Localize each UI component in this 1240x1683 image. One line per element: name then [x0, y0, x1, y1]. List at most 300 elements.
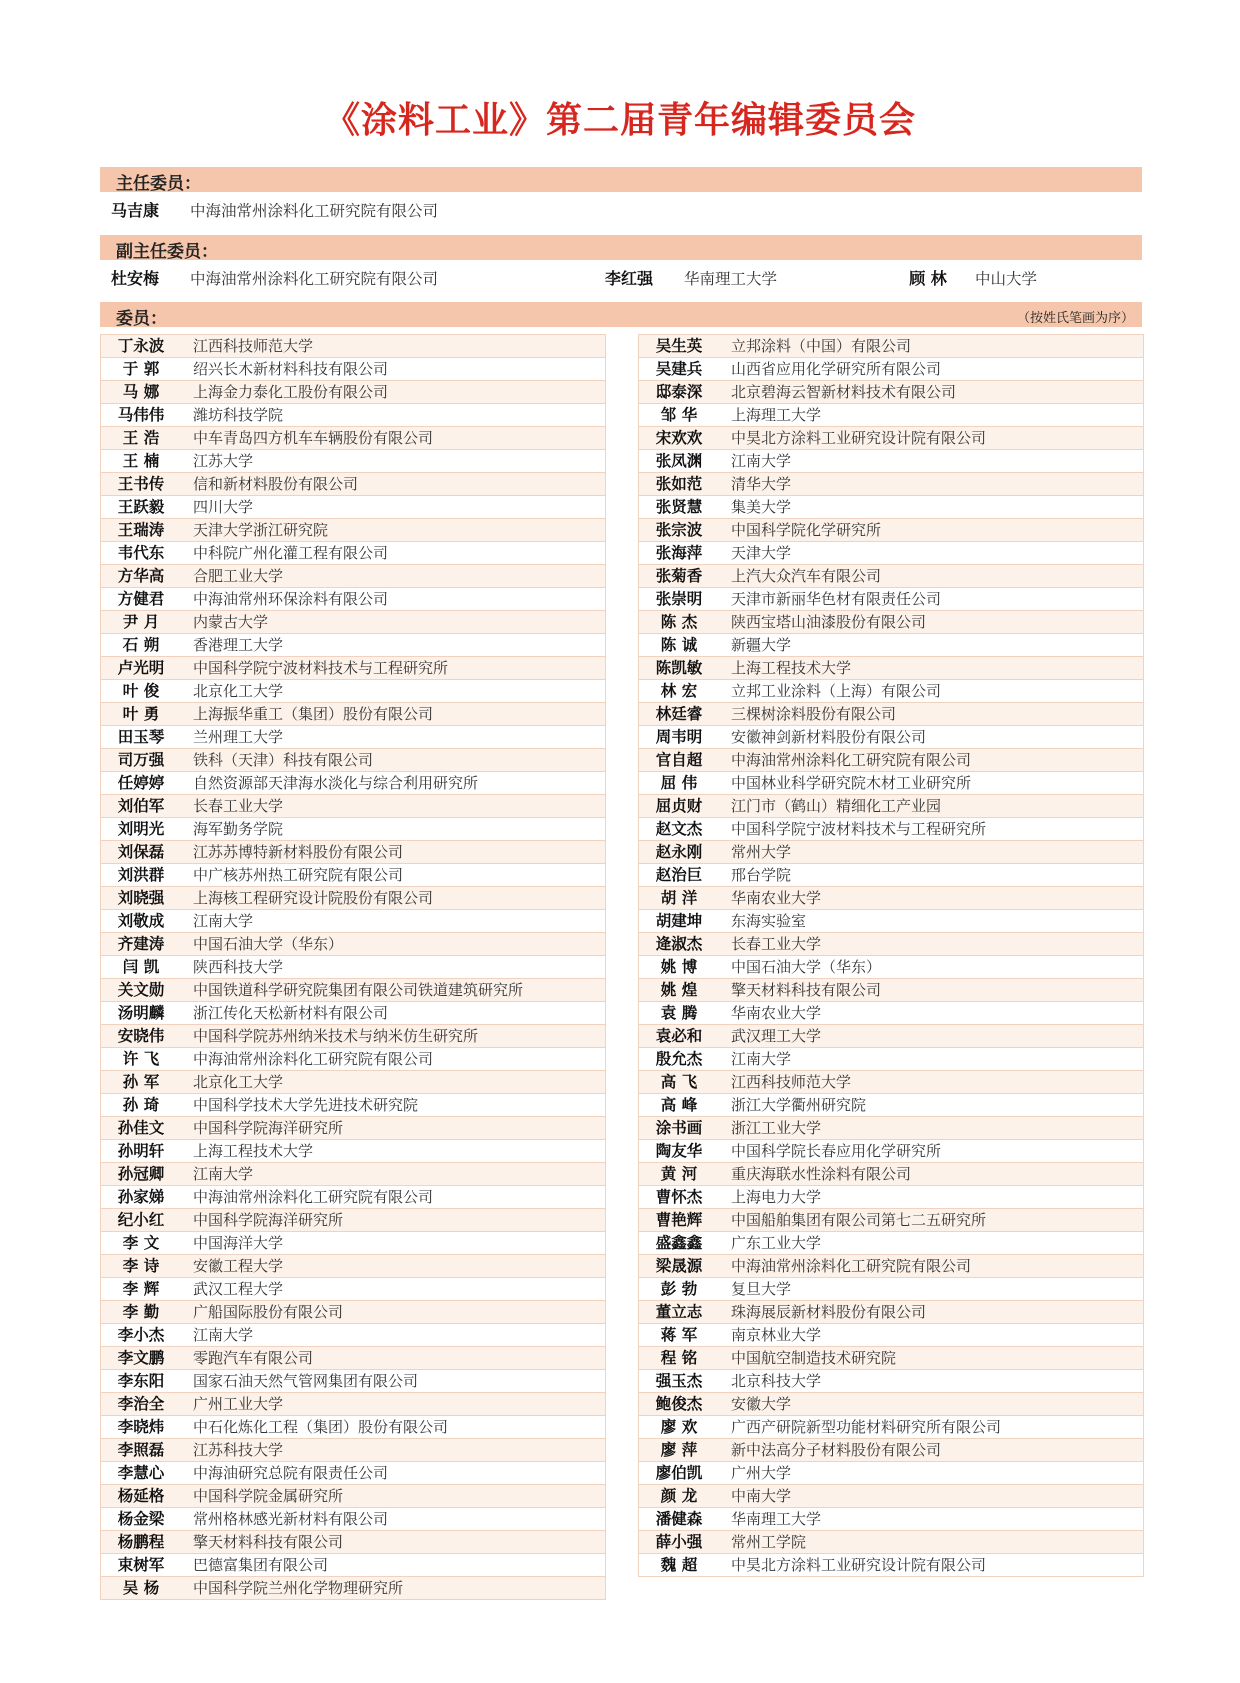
- member-org: 擎天材料科技有限公司: [731, 981, 882, 999]
- member-org: 中石化炼化工程（集团）股份有限公司: [193, 1418, 449, 1436]
- member-org: 中海油常州涂料化工研究院有限公司: [731, 1257, 972, 1275]
- member-org: 铁科（天津）科技有限公司: [193, 751, 374, 769]
- member-row: [101, 335, 605, 358]
- member-org: 中国科学院海洋研究所: [193, 1211, 344, 1229]
- member-org: 江南大学: [193, 1165, 254, 1183]
- member-name: 袁 腾: [660, 1004, 698, 1022]
- member-name: 李治全: [117, 1395, 165, 1413]
- vice-chair-label: 副主任委员：: [116, 242, 218, 262]
- member-org: 中国船舶集团有限公司第七二五研究所: [731, 1211, 987, 1229]
- member-row: [101, 565, 605, 588]
- member-row: [639, 1324, 1143, 1347]
- member-row: [639, 703, 1143, 726]
- member-row: [101, 1439, 605, 1462]
- member-org: 华南理工大学: [731, 1510, 822, 1528]
- member-org: 中昊北方涂料工业研究设计院有限公司: [731, 1556, 987, 1574]
- member-name: 于 郭: [122, 360, 160, 378]
- member-name: 涂书画: [655, 1119, 703, 1137]
- member-name: 李晓炜: [117, 1418, 165, 1436]
- member-row: [101, 427, 605, 450]
- member-org: 上海电力大学: [731, 1188, 822, 1206]
- member-name: 纪小红: [117, 1211, 165, 1229]
- member-name: 尹 月: [122, 613, 160, 631]
- member-org: 立邦涂料（中国）有限公司: [731, 337, 912, 355]
- member-row: [639, 588, 1143, 611]
- members-list-left: [100, 334, 606, 1600]
- member-name: 田玉琴: [117, 728, 165, 746]
- members-label: 委员：: [116, 309, 167, 329]
- member-row: [639, 450, 1143, 473]
- member-row: [639, 335, 1143, 358]
- member-row: [639, 542, 1143, 565]
- member-name: 屈 伟: [660, 774, 698, 792]
- member-row: [101, 1370, 605, 1393]
- member-name: 许 飞: [122, 1050, 160, 1068]
- member-org: 中科院广州化灌工程有限公司: [193, 544, 389, 562]
- member-org: 中广核苏州热工研究院有限公司: [193, 866, 404, 884]
- member-name: 宋欢欢: [655, 429, 703, 447]
- member-org: 广东工业大学: [731, 1234, 822, 1252]
- member-row: [101, 1324, 605, 1347]
- member-org: 香港理工大学: [193, 636, 284, 654]
- member-name: 张崇明: [655, 590, 703, 608]
- member-org: 四川大学: [193, 498, 254, 516]
- member-row: [639, 795, 1143, 818]
- member-row: [639, 611, 1143, 634]
- member-row: [101, 542, 605, 565]
- member-name: 李红强: [604, 269, 653, 288]
- member-name: 刘洪群: [117, 866, 165, 884]
- member-name: 马 娜: [122, 383, 160, 401]
- member-org: 中海油常州涂料化工研究院有限公司: [193, 1188, 434, 1206]
- member-name: 盛鑫鑫: [655, 1234, 703, 1252]
- member-name: 魏 超: [660, 1556, 698, 1574]
- member-org: 合肥工业大学: [193, 567, 284, 585]
- member-row: [639, 1462, 1143, 1485]
- member-name: 赵治巨: [655, 866, 703, 884]
- member-org: 中国海洋大学: [193, 1234, 284, 1252]
- member-org: 集美大学: [731, 498, 792, 516]
- member-org: 中国科学院长春应用化学研究所: [731, 1142, 942, 1160]
- member-row: [101, 381, 605, 404]
- member-row: [639, 1186, 1143, 1209]
- member-row: [101, 1209, 605, 1232]
- member-name: 韦代东: [117, 544, 165, 562]
- member-row: [101, 588, 605, 611]
- member-name: 杨鹏程: [117, 1533, 165, 1551]
- member-org: 广州工业大学: [193, 1395, 284, 1413]
- member-row: [101, 887, 605, 910]
- member-row: [639, 1416, 1143, 1439]
- member-name: 胡 洋: [660, 889, 698, 907]
- member-org: 江南大学: [193, 912, 254, 930]
- member-name: 陈 杰: [660, 613, 698, 631]
- member-name: 赵文杰: [655, 820, 703, 838]
- member-row: [101, 795, 605, 818]
- member-org: 海军勤务学院: [193, 820, 284, 838]
- member-row: [101, 910, 605, 933]
- member-name: 李小杰: [117, 1326, 165, 1344]
- member-name: 张如范: [655, 475, 703, 493]
- member-org: 清华大学: [731, 475, 792, 493]
- member-name: 王书传: [117, 475, 165, 493]
- member-name: 石 朔: [122, 636, 160, 654]
- member-row: [101, 818, 605, 841]
- member-row: [639, 1140, 1143, 1163]
- member-name: 廖 萍: [660, 1441, 698, 1459]
- member-org: 绍兴长木新材料科技有限公司: [193, 360, 389, 378]
- member-org: 武汉工程大学: [193, 1280, 284, 1298]
- member-name: 束树军: [117, 1556, 165, 1574]
- member-org: 内蒙古大学: [193, 613, 269, 631]
- member-name: 马伟伟: [117, 406, 165, 424]
- member-name: 张菊香: [655, 567, 703, 585]
- sort-note: （按姓氏笔画为序）: [1016, 311, 1134, 326]
- member-org: 兰州理工大学: [193, 728, 284, 746]
- member-name: 杨延格: [117, 1487, 165, 1505]
- member-row: [639, 680, 1143, 703]
- members-section-header: [100, 302, 1142, 327]
- member-org: 中南大学: [731, 1487, 792, 1505]
- member-row: [101, 1347, 605, 1370]
- member-row: [639, 1531, 1143, 1554]
- page-title: 《涂料工业》第二届青年编辑委员会: [323, 100, 916, 141]
- member-org: 邢台学院: [731, 866, 792, 884]
- member-name: 杨金梁: [117, 1510, 165, 1528]
- member-org: 天津大学浙江研究院: [193, 521, 329, 539]
- member-row: [101, 1416, 605, 1439]
- member-org: 上海工程技术大学: [731, 659, 852, 677]
- member-row: [101, 1577, 605, 1599]
- member-name: 官自超: [655, 751, 703, 769]
- member-org: 立邦工业涂料（上海）有限公司: [731, 682, 942, 700]
- member-row: [101, 1163, 605, 1186]
- member-row: [639, 818, 1143, 841]
- member-row: [639, 473, 1143, 496]
- member-name: 殷允杰: [655, 1050, 703, 1068]
- member-name: 安晓伟: [117, 1027, 165, 1045]
- member-org: 陕西宝塔山油漆股份有限公司: [731, 613, 927, 631]
- member-org: 中国铁道科学研究院集团有限公司铁道建筑研究所: [193, 981, 524, 999]
- member-name: 王跃毅: [117, 498, 165, 516]
- member-name: 张海萍: [655, 544, 703, 562]
- member-row: [101, 864, 605, 887]
- member-name: 司万强: [117, 751, 165, 769]
- member-row: [101, 956, 605, 979]
- member-name: 黄 河: [660, 1165, 698, 1183]
- member-org: 华南农业大学: [731, 1004, 822, 1022]
- member-name: 梁晟源: [655, 1257, 703, 1275]
- member-org: 北京化工大学: [193, 682, 284, 700]
- member-row: [101, 1048, 605, 1071]
- member-org: 复旦大学: [731, 1280, 792, 1298]
- member-row: [101, 1531, 605, 1554]
- member-org: 中国科学院宁波材料技术与工程研究所: [731, 820, 987, 838]
- member-org: 三棵树涂料股份有限公司: [731, 705, 897, 723]
- member-name: 邸泰深: [655, 383, 703, 401]
- member-name: 李东阳: [117, 1372, 165, 1390]
- member-name: 胡建坤: [655, 912, 703, 930]
- member-name: 廖伯凯: [655, 1464, 703, 1482]
- member-row: [101, 680, 605, 703]
- member-row: [101, 611, 605, 634]
- member-org: 安徽工程大学: [193, 1257, 284, 1275]
- member-row: [101, 1508, 605, 1531]
- member-row: [639, 749, 1143, 772]
- member-row: [639, 427, 1143, 450]
- member-row: [639, 864, 1143, 887]
- member-name: 王 浩: [122, 429, 160, 447]
- member-org: 潍坊科技学院: [193, 406, 284, 424]
- member-org: 中国科学院兰州化学物理研究所: [193, 1579, 404, 1597]
- member-name: 赵永刚: [655, 843, 703, 861]
- member-row: [101, 519, 605, 542]
- member-row: [639, 979, 1143, 1002]
- member-name: 吴建兵: [655, 360, 703, 378]
- member-name: 刘伯军: [117, 797, 165, 815]
- member-name: 闫 凯: [122, 958, 160, 976]
- member-name: 方华高: [117, 567, 165, 585]
- member-org: 国家石油天然气管网集团有限公司: [193, 1372, 419, 1390]
- member-row: [101, 1255, 605, 1278]
- member-org: 浙江大学衢州研究院: [731, 1096, 867, 1114]
- member-name: 颜 龙: [660, 1487, 698, 1505]
- member-org: 中海油常州涂料化工研究院有限公司: [190, 202, 439, 220]
- member-name: 丁永波: [117, 337, 165, 355]
- member-row: [639, 1485, 1143, 1508]
- member-name: 程 铭: [660, 1349, 698, 1367]
- member-org: 中国石油大学（华东）: [193, 935, 344, 953]
- member-row: [101, 657, 605, 680]
- member-name: 潘健森: [655, 1510, 703, 1528]
- member-org: 江南大学: [193, 1326, 254, 1344]
- member-org: 中海油常州环保涂料有限公司: [193, 590, 389, 608]
- member-row: [639, 496, 1143, 519]
- member-org: 上海振华重工（集团）股份有限公司: [193, 705, 434, 723]
- member-row: [101, 473, 605, 496]
- member-row: [101, 1554, 605, 1577]
- member-name: 陈凯敏: [655, 659, 703, 677]
- member-org: 江南大学: [731, 1050, 792, 1068]
- member-name: 马吉康: [110, 201, 159, 220]
- member-name: 王 楠: [122, 452, 160, 470]
- member-row: [639, 519, 1143, 542]
- member-org: 天津大学: [731, 544, 792, 562]
- members-list-right: [638, 334, 1144, 1577]
- member-name: 李 辉: [122, 1280, 160, 1298]
- member-org: 天津市新丽华色材有限责任公司: [731, 590, 942, 608]
- member-org: 安徽大学: [731, 1395, 792, 1413]
- member-org: 自然资源部天津海水淡化与综合利用研究所: [193, 774, 479, 792]
- member-org: 中国航空制造技术研究院: [731, 1349, 897, 1367]
- member-row: [639, 381, 1143, 404]
- member-row: [101, 634, 605, 657]
- member-org: 江苏苏博特新材料股份有限公司: [193, 843, 404, 861]
- member-name: 屈贞财: [655, 797, 703, 815]
- member-row: [101, 496, 605, 519]
- member-row: [101, 1094, 605, 1117]
- member-org: 华南农业大学: [731, 889, 822, 907]
- member-name: 关文勋: [117, 981, 165, 999]
- member-org: 南京林业大学: [731, 1326, 822, 1344]
- member-name: 吴 杨: [122, 1579, 160, 1597]
- member-row: [639, 1370, 1143, 1393]
- member-name: 强玉杰: [655, 1372, 703, 1390]
- member-org: 上汽大众汽车有限公司: [731, 567, 882, 585]
- member-row: [639, 1163, 1143, 1186]
- member-name: 高 飞: [660, 1073, 698, 1091]
- member-org: 长春工业大学: [731, 935, 822, 953]
- member-name: 杜安梅: [110, 269, 159, 288]
- member-name: 周韦明: [655, 728, 703, 746]
- member-org: 江西科技师范大学: [193, 337, 314, 355]
- member-org: 中国科学院化学研究所: [731, 521, 882, 539]
- member-name: 鲍俊杰: [655, 1395, 703, 1413]
- member-name: 高 峰: [660, 1096, 698, 1114]
- member-org: 中国科学技术大学先进技术研究院: [193, 1096, 419, 1114]
- member-row: [639, 1071, 1143, 1094]
- member-org: 北京科技大学: [731, 1372, 822, 1390]
- member-name: 林 宏: [660, 682, 698, 700]
- member-name: 姚 煌: [660, 981, 698, 999]
- member-org: 重庆海联水性涂料有限公司: [731, 1165, 912, 1183]
- member-name: 曹艳辉: [655, 1211, 703, 1229]
- member-org: 上海工程技术大学: [193, 1142, 314, 1160]
- member-name: 吴生英: [655, 337, 703, 355]
- member-org: 陕西科技大学: [193, 958, 284, 976]
- member-name: 刘保磊: [117, 843, 165, 861]
- member-org: 新疆大学: [731, 636, 792, 654]
- member-org: 常州工学院: [731, 1533, 807, 1551]
- member-row: [639, 1393, 1143, 1416]
- member-name: 李慧心: [117, 1464, 165, 1482]
- member-row: [101, 772, 605, 795]
- member-name: 张宗波: [655, 521, 703, 539]
- member-row: [101, 1002, 605, 1025]
- member-row: [101, 933, 605, 956]
- member-name: 董立志: [655, 1303, 703, 1321]
- member-org: 中国科学院海洋研究所: [193, 1119, 344, 1137]
- member-org: 东海实验室: [731, 912, 807, 930]
- member-name: 逄淑杰: [655, 935, 703, 953]
- member-org: 常州格林感光新材料有限公司: [193, 1510, 389, 1528]
- member-row: [639, 634, 1143, 657]
- member-org: 江西科技师范大学: [731, 1073, 852, 1091]
- member-row: [639, 1554, 1143, 1576]
- member-name: 卢光明: [117, 659, 165, 677]
- member-name: 曹怀杰: [655, 1188, 703, 1206]
- member-name: 张贤慧: [655, 498, 703, 516]
- member-org: 江南大学: [731, 452, 792, 470]
- member-name: 刘敬成: [117, 912, 165, 930]
- member-org: 广西产研院新型功能材料研究所有限公司: [731, 1418, 1002, 1436]
- member-row: [101, 1301, 605, 1324]
- member-org: 中海油研究总院有限责任公司: [193, 1464, 389, 1482]
- member-name: 张凤渊: [655, 452, 703, 470]
- member-org: 武汉理工大学: [731, 1027, 822, 1045]
- member-row: [101, 1393, 605, 1416]
- member-name: 李 文: [122, 1234, 160, 1252]
- member-org: 安徽神剑新材料股份有限公司: [731, 728, 927, 746]
- member-name: 蒋 军: [660, 1326, 698, 1344]
- member-name: 孙家娣: [117, 1188, 165, 1206]
- member-org: 常州大学: [731, 843, 792, 861]
- member-org: 零跑汽车有限公司: [193, 1349, 314, 1367]
- member-name: 廖 欢: [660, 1418, 698, 1436]
- member-name: 李 诗: [122, 1257, 160, 1275]
- member-name: 陈 诚: [660, 636, 698, 654]
- chair-section-header: [100, 167, 1142, 192]
- member-org: 中海油常州涂料化工研究院有限公司: [193, 1050, 434, 1068]
- member-row: [101, 749, 605, 772]
- member-row: [101, 841, 605, 864]
- member-row: [101, 726, 605, 749]
- member-name: 汤明麟: [117, 1004, 165, 1022]
- member-name: 李文鹏: [117, 1349, 165, 1367]
- member-row: [639, 404, 1143, 427]
- member-org: 北京化工大学: [193, 1073, 284, 1091]
- member-row: [639, 565, 1143, 588]
- member-org: 江门市（鹤山）精细化工产业园: [731, 797, 942, 815]
- member-row: [639, 841, 1143, 864]
- member-org: 中海油常州涂料化工研究院有限公司: [731, 751, 972, 769]
- member-name: 方健君: [117, 590, 165, 608]
- member-row: [101, 1071, 605, 1094]
- member-org: 中昊北方涂料工业研究设计院有限公司: [731, 429, 987, 447]
- member-org: 浙江工业大学: [731, 1119, 822, 1137]
- member-row: [101, 1278, 605, 1301]
- member-org: 北京碧海云智新材料技术有限公司: [731, 383, 957, 401]
- member-row: [101, 1232, 605, 1255]
- member-row: [101, 1117, 605, 1140]
- member-org: 山西省应用化学研究所有限公司: [731, 360, 942, 378]
- member-row: [639, 1048, 1143, 1071]
- member-row: [639, 1301, 1143, 1324]
- member-name: 叶 勇: [122, 705, 160, 723]
- member-org: 中国科学院宁波材料技术与工程研究所: [193, 659, 449, 677]
- member-org: 新中法高分子材料股份有限公司: [731, 1441, 942, 1459]
- member-row: [101, 404, 605, 427]
- member-name: 陶友华: [655, 1142, 703, 1160]
- member-row: [639, 358, 1143, 381]
- member-org: 江苏科技大学: [193, 1441, 284, 1459]
- member-org: 上海金力泰化工股份有限公司: [193, 383, 389, 401]
- member-org: 中山大学: [975, 270, 1038, 288]
- member-row: [639, 1439, 1143, 1462]
- member-row: [101, 1186, 605, 1209]
- member-org: 上海理工大学: [731, 406, 822, 424]
- member-name: 刘晓强: [117, 889, 165, 907]
- member-name: 李 勤: [122, 1303, 160, 1321]
- member-org: 上海核工程研究设计院股份有限公司: [193, 889, 434, 907]
- member-name: 孙 琦: [122, 1096, 160, 1114]
- member-row: [101, 979, 605, 1002]
- member-org: 长春工业大学: [193, 797, 284, 815]
- member-org: 广州大学: [731, 1464, 792, 1482]
- member-org: 浙江传化天松新材料有限公司: [193, 1004, 389, 1022]
- member-org: 中国林业科学研究院木材工业研究所: [731, 774, 972, 792]
- member-name: 孙冠卿: [117, 1165, 165, 1183]
- member-row: [101, 450, 605, 473]
- member-row: [101, 1462, 605, 1485]
- member-org: 广船国际股份有限公司: [193, 1303, 344, 1321]
- member-org: 巴德富集团有限公司: [193, 1556, 329, 1574]
- member-row: [639, 910, 1143, 933]
- member-row: [639, 887, 1143, 910]
- member-row: [639, 1002, 1143, 1025]
- member-org: 擎天材料科技有限公司: [193, 1533, 344, 1551]
- member-name: 袁必和: [655, 1027, 703, 1045]
